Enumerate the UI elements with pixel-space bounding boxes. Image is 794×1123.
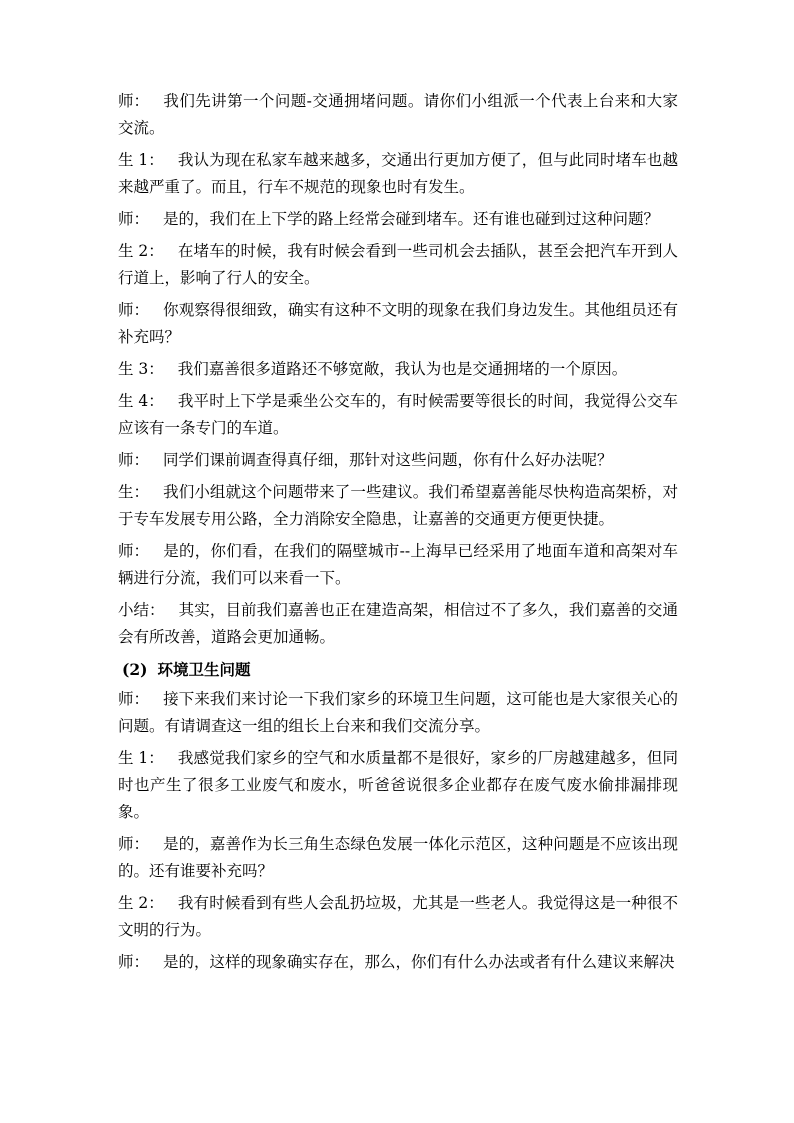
dialogue-text: 你观察得很细致，确实有这种不文明的现象在我们身边发生。其他组员还有补充吗？ <box>118 301 678 346</box>
dialogue-text: 接下来我们来讨论一下我们家乡的环境卫生问题，这可能也是大家很关心的问题。有请调查这一组的组长上台来和我们交流分享。 <box>118 690 678 735</box>
dialogue-text: 是的，这样的现象确实存在，那么，你们有什么办法或者有什么建议来解决 <box>163 953 675 971</box>
dialogue-text: 我有时候看到有些人会乱扔垃圾，尤其是一些老人。我觉得这是一种很不文明的行为。 <box>118 894 678 939</box>
speaker-label: 师： <box>118 542 150 560</box>
speaker-label: 师： <box>118 301 150 319</box>
speaker-label: 小结： <box>118 601 165 619</box>
dialogue-paragraph <box>118 297 678 351</box>
dialogue-text: 是的，我们在上下学的路上经常会碰到堵车。还有谁也碰到过这种问题？ <box>163 210 660 228</box>
speaker-label: 生 3： <box>118 360 164 378</box>
section-number: (2) <box>122 660 148 679</box>
section-title: 环境卫生问题 <box>157 660 251 679</box>
speaker-label: 生 1： <box>118 151 164 169</box>
dialogue-part-environment <box>118 686 678 976</box>
speaker-label: 师： <box>118 210 150 228</box>
speaker-label: 生 1： <box>118 749 164 767</box>
speaker-label: 师： <box>118 835 150 853</box>
dialogue-text: 我们先讲第一个问题-交通拥堵问题。请你们小组派一个代表上台来和大家交流。 <box>118 92 678 137</box>
speaker-label: 师： <box>118 690 150 708</box>
section-heading <box>118 656 678 683</box>
dialogue-text: 我感觉我们家乡的空气和水质量都不是很好，家乡的厂房越建越多，但同时也产生了很多工业废气和废水，听爸爸说很多企业都存在废气废水偷排漏排现象。 <box>118 749 678 821</box>
dialogue-paragraph <box>118 447 678 474</box>
dialogue-text: 同学们课前调查得真仔细，那针对这些问题，你有什么好办法呢？ <box>163 451 613 469</box>
dialogue-paragraph <box>118 479 678 533</box>
dialogue-paragraph <box>118 686 678 740</box>
speaker-label: 生： <box>118 483 150 501</box>
dialogue-paragraph <box>118 538 678 592</box>
dialogue-text: 我们小组就这个问题带来了一些建议。我们希望嘉善能尽快构造高架桥，对于专车发展专用公路，全力消除安全隐患，让嘉善的交通更方便更快捷。 <box>118 483 678 528</box>
dialogue-paragraph <box>118 238 678 292</box>
dialogue-text: 其实，目前我们嘉善也正在建造高架，相信过不了多久，我们嘉善的交通会有所改善，道路会更加通畅。 <box>118 601 678 646</box>
dialogue-text: 是的，嘉善作为长三角生态绿色发展一体化示范区，这种问题是不应该出现的。还有谁要补充吗？ <box>118 835 678 880</box>
speaker-label: 师： <box>118 953 150 971</box>
dialogue-part-traffic <box>118 88 678 651</box>
dialogue-paragraph <box>118 745 678 826</box>
dialogue-paragraph <box>118 597 678 651</box>
dialogue-paragraph <box>118 831 678 885</box>
document-page <box>118 88 678 981</box>
speaker-label: 生 2： <box>118 242 164 260</box>
dialogue-text: 我平时上下学是乘坐公交车的，有时候需要等很长的时间，我觉得公交车应该有一条专门的车道。 <box>118 392 678 437</box>
dialogue-paragraph <box>118 890 678 944</box>
dialogue-text: 我认为现在私家车越来越多，交通出行更加方便了，但与此同时堵车也越来越严重了。而且，行车不规范的现象也时有发生。 <box>118 151 678 196</box>
dialogue-paragraph <box>118 206 678 233</box>
speaker-label: 师： <box>118 451 150 469</box>
dialogue-text: 在堵车的时候，我有时候会看到一些司机会去插队，甚至会把汽车开到人行道上，影响了行人的安全。 <box>118 242 678 287</box>
speaker-label: 生 2： <box>118 894 164 912</box>
dialogue-paragraph <box>118 949 678 976</box>
dialogue-paragraph <box>118 147 678 201</box>
speaker-label: 师： <box>118 92 150 110</box>
dialogue-text: 是的，你们看，在我们的隔壁城市--上海早已经采用了地面车道和高架对车辆进行分流，我们可以来看一下。 <box>118 542 678 587</box>
dialogue-paragraph <box>118 88 678 142</box>
dialogue-paragraph <box>118 388 678 442</box>
dialogue-text: 我们嘉善很多道路还不够宽敞，我认为也是交通拥堵的一个原因。 <box>177 360 628 378</box>
speaker-label: 生 4： <box>118 392 164 410</box>
dialogue-paragraph <box>118 356 678 383</box>
